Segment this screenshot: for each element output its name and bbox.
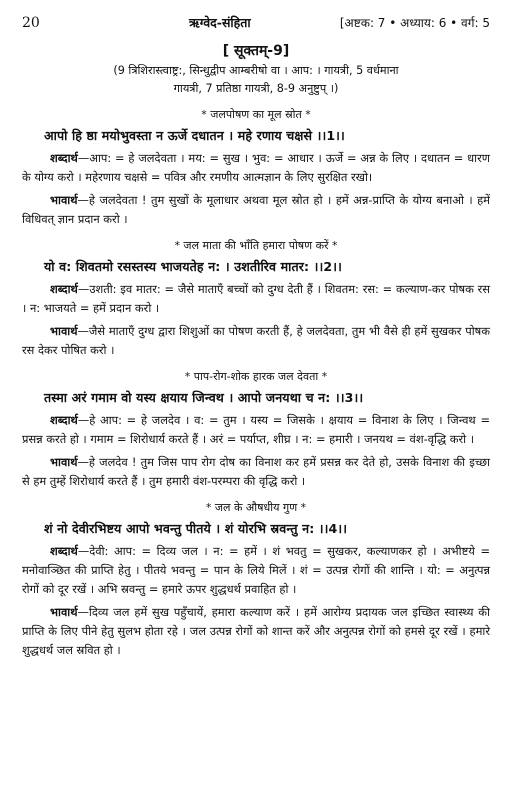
section-heading: * पाप-रोग-शोक हारक जल देवता *	[184, 370, 328, 383]
shabdarth-label: शब्दार्थ	[50, 544, 78, 558]
shabdarth-label: शब्दार्थ	[50, 282, 78, 296]
shabdarth-paragraph	[22, 542, 490, 599]
sukta-meta-line: गायत्री, 7 प्रतिष्ठा गायत्री, 8-9 अनुष्टुप् ।)	[173, 82, 339, 95]
section-heading: * जल के औषधीय गुण *	[205, 501, 307, 514]
sukta-title: [ सूक्तम्-9]	[222, 43, 290, 59]
mantra: आपो हि ष्ठा मयोभुवस्ता न ऊर्जे दधातन । महे रणाय चक्षसे ।।1।।	[44, 128, 345, 143]
sukta-meta-line: (9 त्रिशिरास्त्वाष्ट्र:, सिन्धुद्वीप आम्बरीषो वा । आप: । गायत्री, 5 वर्धमाना	[113, 64, 399, 77]
bhavarth-text: —दिव्य जल हमें सुख पहुँचायें, हमारा कल्याण करें । हमें आरोग्य प्रदायक जल इच्छित स्वास्थ्य की प्राप्ति के लिए पीने हेतु सुलभ होता रहे । जल उत्पन्न रोगों को शान्त करें और अनुत्पन्न रोगों को हमसे दूर रखें । हमारे शुद्धधर्थ जल स्रवित हो ।	[22, 605, 490, 657]
section-heading: * जल माता की भाँति हमारा पोषण करें *	[174, 239, 338, 252]
bhavarth-label: भावार्थ	[50, 193, 78, 207]
shabdarth-paragraph	[22, 280, 490, 318]
bhavarth-label: भावार्थ	[50, 324, 78, 338]
shabdarth-text: —हे आप: = हे जलदेव । व: = तुम । यस्य = जिसके । क्षयाय = विनाश के लिए । जिन्वथ = प्रसन्न करते हो । गमाम = शिरोधार्य करते हैं । अरं = पर्याप्त, शीघ्र । न: = हमारी । जनयथ = वंश-वृद्धि करो ।	[22, 413, 490, 446]
shabdarth-paragraph	[22, 411, 490, 449]
shabdarth-paragraph	[22, 149, 490, 187]
bhavarth-paragraph	[22, 453, 490, 491]
bhavarth-paragraph	[22, 322, 490, 360]
bhavarth-text: —जैसे माताएँ दुग्ध द्वारा शिशुओं का पोषण करती हैं, हे जलदेवता, तुम भी वैसे ही हमें सुखकर पोषक रस देकर पोषित करो ।	[22, 324, 490, 357]
mantra: यो व: शिवतमो रसस्तस्य भाजयतेह न: । उशतीरिव मातर: ।।2।।	[44, 259, 342, 274]
shabdarth-text: —देवी: आप: = दिव्य जल । न: = हमें । शं भवतु = सुखकर, कल्याणकर हो । अभीष्टये = मनोवाञ्छित की प्राप्ति हेतु । पीतये भवन्तु = पान के लिये मिलें । शं = उत्पन्न रोगों की शान्ति । यो: = अनुत्पन्न रोगों को दूर रखें । अभि स्रवन्तु = हमारे ऊपर शुद्धधर्थ प्रवाहित हो ।	[22, 544, 490, 596]
bhavarth-text: —हे जलदेव ! तुम जिस पाप रोग दोष का विनाश कर हमें प्रसन्न कर देते हो, उसके विनाश की इच्छा से हम तुम्हें शिरोधार्य करते हैं । तुम हमारी वंश-परम्परा की वृद्धि करो ।	[22, 455, 490, 488]
shabdarth-label: शब्दार्थ	[50, 413, 78, 427]
verse-section	[22, 107, 490, 229]
shabdarth-label: शब्दार्थ	[50, 151, 78, 165]
verse-section	[22, 500, 490, 660]
bhavarth-text: —हे जलदेवता ! तुम सुखों के मूलाधार अथवा मूल स्रोत हो । हमें अन्न-प्राप्ति के योग्य बनाओ । हमें विधिवत् ज्ञान प्रदान करो ।	[22, 193, 490, 226]
page-header	[22, 14, 490, 31]
section-heading: * जलपोषण का मूल स्रोत *	[201, 108, 311, 121]
chapter-reference: [अष्टक: 7 • अध्याय: 6 • वर्ग: 5	[339, 16, 490, 30]
bhavarth-paragraph	[22, 191, 490, 229]
verse-section	[22, 238, 490, 360]
bhavarth-label: भावार्थ	[50, 455, 78, 469]
mantra: तस्मा अरं गमाम वो यस्य क्षयाय जिन्वथ । आपो जनयथा च न: ।।3।।	[44, 390, 364, 405]
verse-section	[22, 369, 490, 491]
shabdarth-text: —आप: = हे जलदेवता । मय: = सुख । भुव: = आधार । ऊर्जे = अन्न के लिए । दधातन = धारण के योग्य करो । महेरणाय चक्षसे = पवित्र और रमणीय आत्मज्ञान के लिए सुरक्षित रखो।	[22, 151, 490, 184]
bhavarth-label: भावार्थ	[50, 605, 78, 619]
page-number: 20	[22, 15, 40, 31]
mantra: शं नो देवीरभिष्टय आपो भवन्तु पीतये । शं योरभि स्रवन्तु न: ।।4।।	[44, 521, 348, 536]
bhavarth-paragraph	[22, 603, 490, 660]
book-title: ऋग्वेद-संहिता	[189, 15, 251, 30]
sukta-meta	[22, 62, 490, 98]
shabdarth-text: —उशती: इव मातर: = जैसे माताएँ बच्चों को दुग्ध देती हैं । शिवतम: रस: = कल्याण-कर पोषक रस । न: भाजयते = हमें प्रदान करो ।	[22, 282, 490, 315]
